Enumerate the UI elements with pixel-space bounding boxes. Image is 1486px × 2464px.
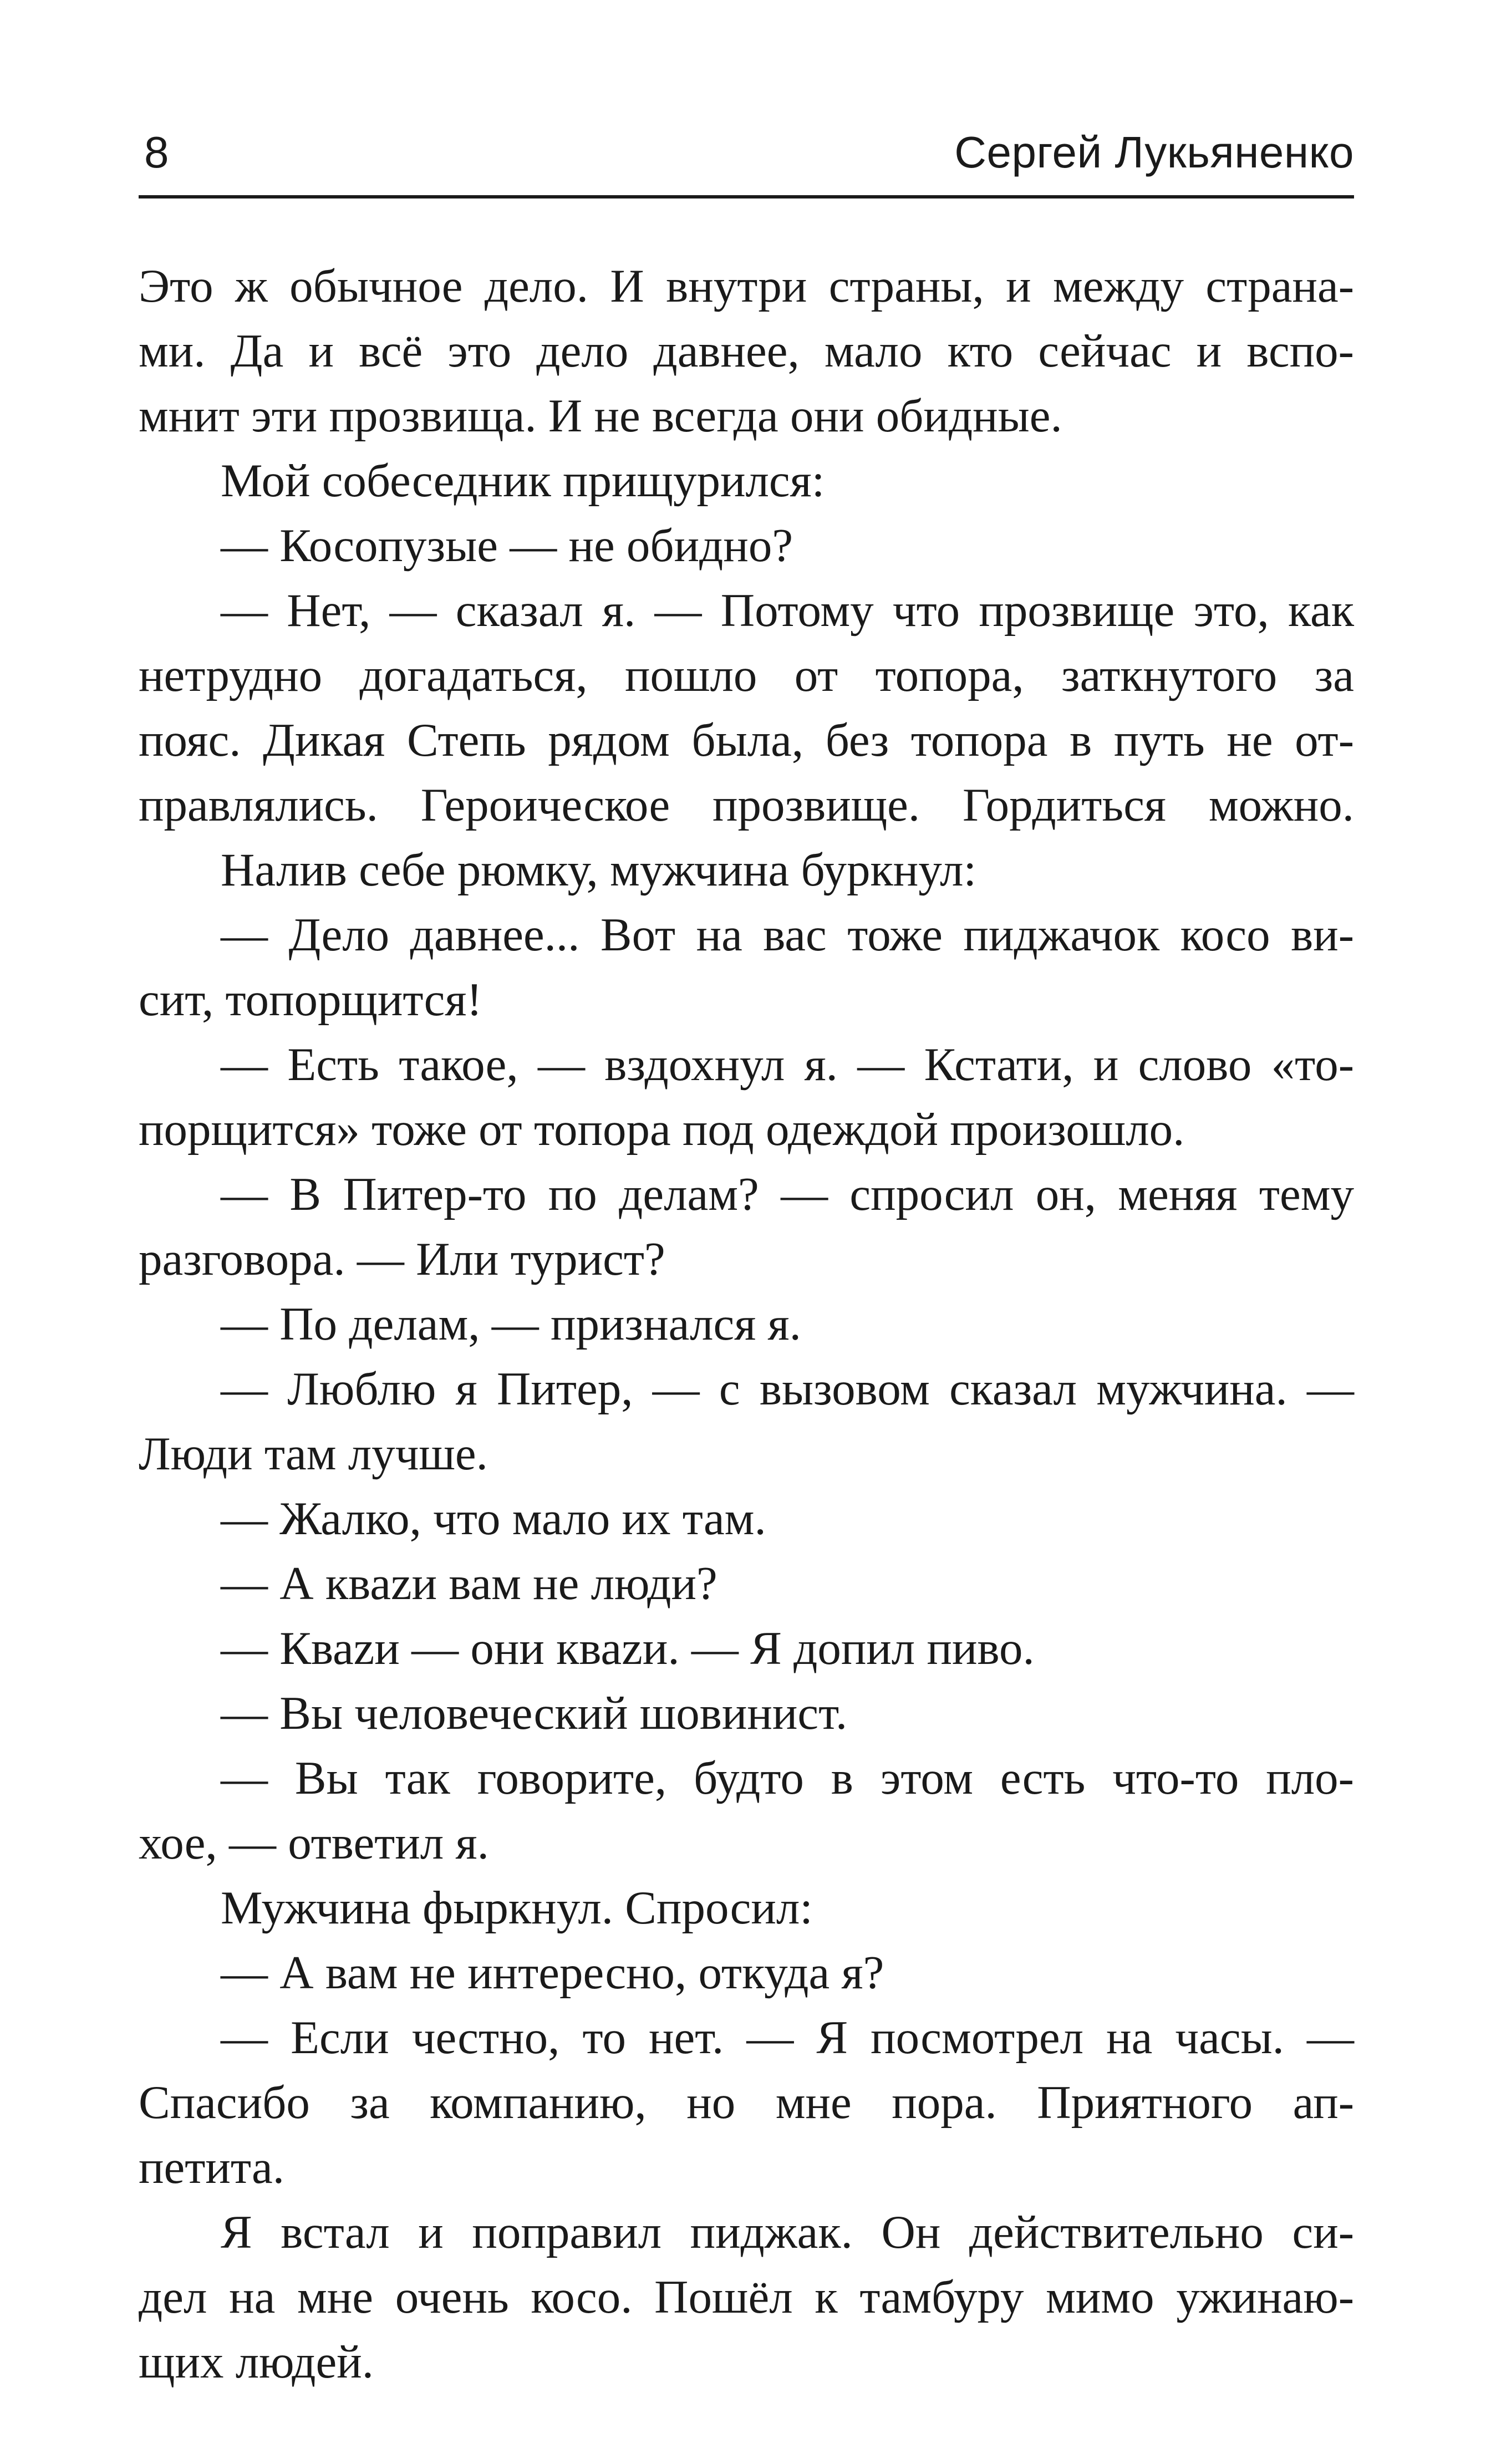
text-line: — А кваzи вам не люди? bbox=[221, 1557, 717, 1610]
text-line: — Жалко, что мало их там. bbox=[221, 1493, 766, 1545]
body-text bbox=[139, 254, 1354, 2395]
text-line: дел на мне очень косо. Пошёл к тамбуру мимо ужинаю- bbox=[139, 2271, 1354, 2323]
text-line: Я встал и поправил пиджак. Он действительно си- bbox=[221, 2206, 1354, 2258]
text-line: Мой собеседник прищурился: bbox=[221, 455, 825, 507]
text-line: разговора. — Или турист? bbox=[139, 1233, 665, 1285]
text-line: ми. Да и всё это дело давнее, мало кто сейчас и вспо- bbox=[139, 325, 1354, 377]
text-line: порщится» тоже от топора под одеждой произошло. bbox=[139, 1103, 1185, 1155]
text-line: — По делам, — признался я. bbox=[221, 1298, 801, 1350]
page-number: 8 bbox=[144, 128, 169, 177]
text-line: мнит эти прозвища. И не всегда они обидные. bbox=[139, 390, 1062, 442]
text-line: Люди там лучше. bbox=[139, 1428, 488, 1480]
text-line: — Нет, — сказал я. — Потому что прозвище это, как bbox=[221, 584, 1354, 637]
page-header bbox=[139, 119, 1354, 186]
text-line: — Люблю я Питер, — с вызовом сказал мужчина. — bbox=[221, 1363, 1354, 1415]
text-line: хое, — ответил я. bbox=[139, 1817, 489, 1869]
text-line: — Дело давнее... Вот на вас тоже пиджачок косо ви- bbox=[221, 909, 1354, 961]
text-line: Спасибо за компанию, но мне пора. Приятного ап- bbox=[139, 2076, 1354, 2129]
text-line: пояс. Дикая Степь рядом была, без топора в путь не от- bbox=[139, 714, 1354, 766]
text-line: правлялись. Героическое прозвище. Гордиться можно. bbox=[139, 779, 1354, 831]
text-line: Мужчина фыркнул. Спросил: bbox=[221, 1882, 813, 1934]
text-line: сит, топорщится! bbox=[139, 974, 482, 1026]
text-line: — Косопузые — не обидно? bbox=[221, 520, 793, 572]
book-page bbox=[139, 0, 1354, 2464]
header-rule bbox=[139, 195, 1354, 198]
text-line: — Кваzи — они кваzи. — Я допил пиво. bbox=[221, 1622, 1035, 1674]
text-line: — Вы человеческий шовинист. bbox=[221, 1687, 848, 1739]
text-line: — Есть такое, — вздохнул я. — Кстати, и слово «то- bbox=[221, 1038, 1354, 1091]
text-line: — В Питер-то по делам? — спросил он, меняя тему bbox=[221, 1168, 1354, 1220]
text-line: петита. bbox=[139, 2141, 285, 2193]
text-line: Налив себе рюмку, мужчина буркнул: bbox=[221, 844, 977, 896]
running-head-author: Сергей Лукьяненко bbox=[954, 128, 1354, 177]
text-line: — А вам не интересно, откуда я? bbox=[221, 1947, 884, 1999]
text-line: щих людей. bbox=[139, 2336, 374, 2388]
text-line: — Вы так говорите, будто в этом есть что-то пло- bbox=[221, 1752, 1354, 1804]
text-line: Это ж обычное дело. И внутри страны, и между страна- bbox=[139, 260, 1354, 312]
text-line: нетрудно догадаться, пошло от топора, заткнутого за bbox=[139, 649, 1354, 701]
text-line: — Если честно, то нет. — Я посмотрел на часы. — bbox=[221, 2012, 1354, 2064]
